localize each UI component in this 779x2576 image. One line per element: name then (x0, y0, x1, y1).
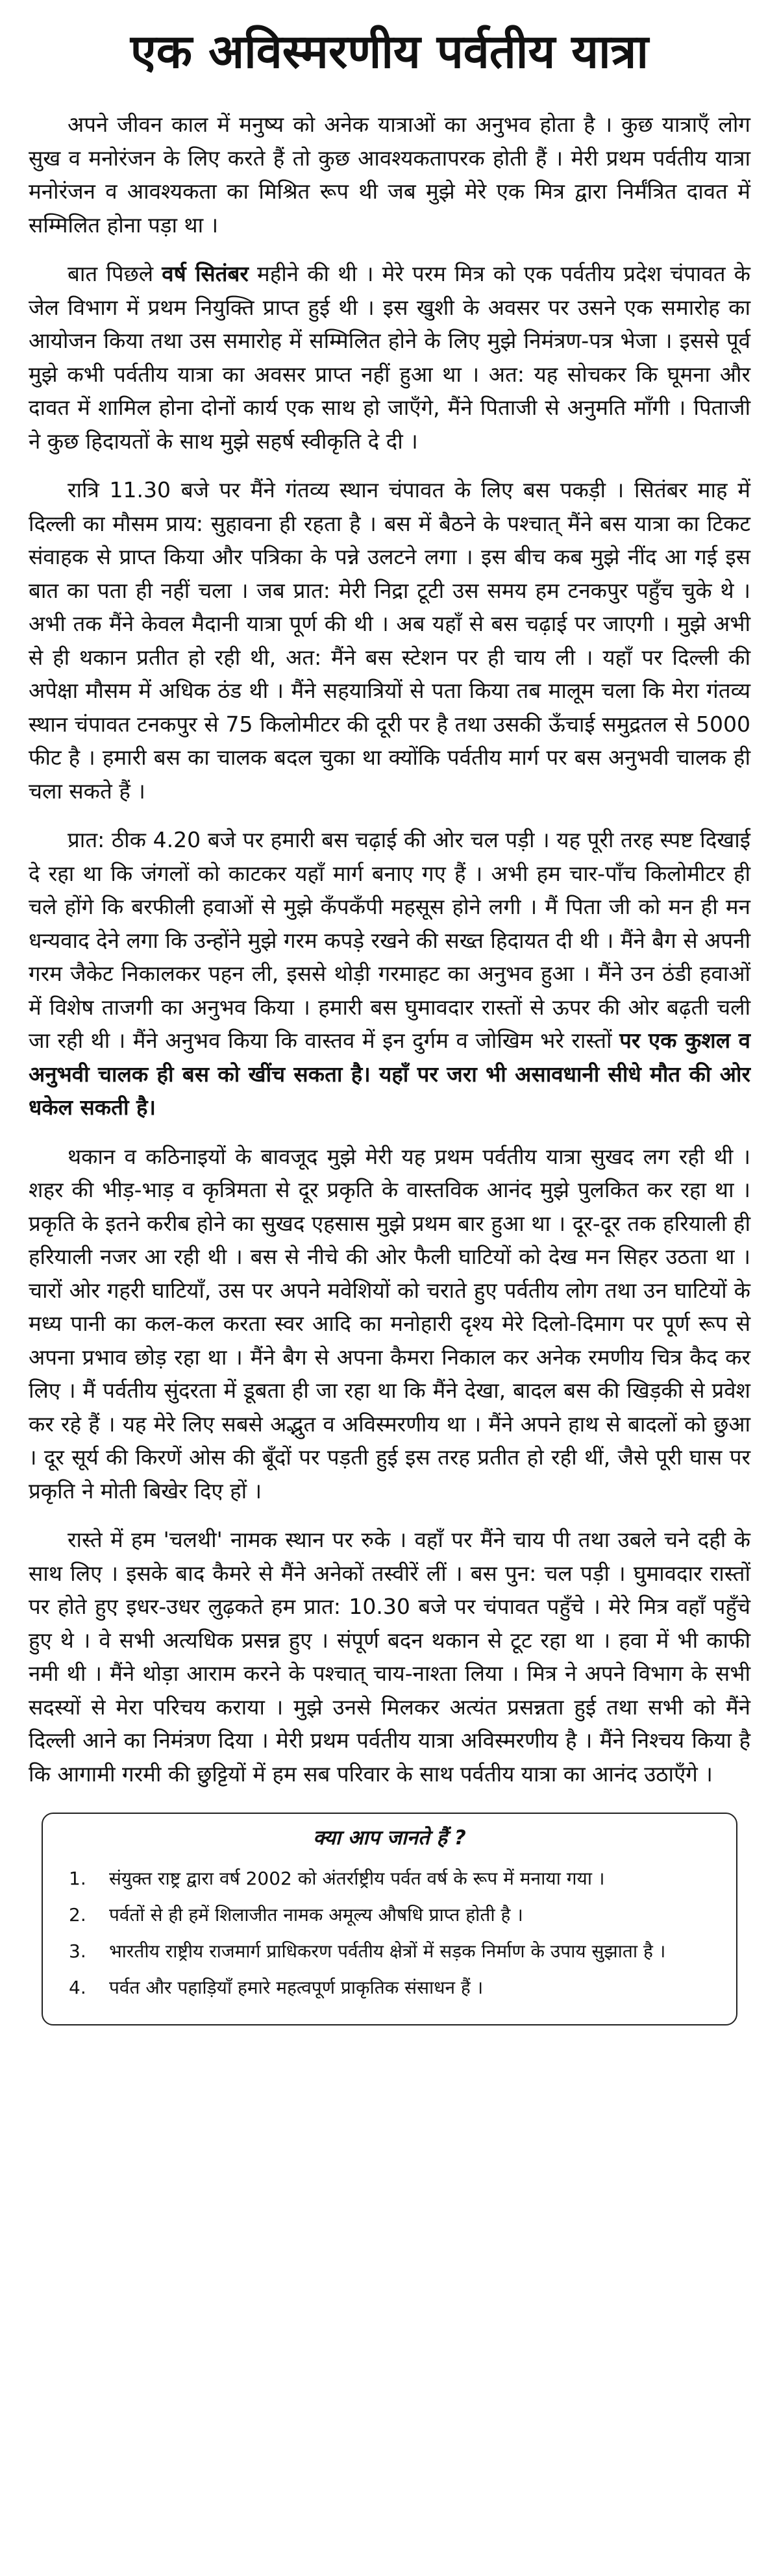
fact-text: पर्वत और पहाड़ियाँ हमारे महत्वपूर्ण प्राकृतिक संसाधन हैं । (109, 1977, 484, 1998)
paragraph-1: अपने जीवन काल में मनुष्य को अनेक यात्राओं का अनुभव होता है । कुछ यात्राएँ लोग सुख व मनोरंजन के लिए करते हैं तो कुछ आवश्यकतापरक होती हैं । मेरी प्रथम पर्वतीय यात्रा मनोरंजन व आवश्यकता का मिश्रित रूप थी जब मुझे मेरे एक मित्र द्वारा निर्मंत्रित दावत में सम्मिलित होना पड़ा था । (29, 112, 750, 238)
paragraph-4 (29, 823, 750, 1124)
fact-item-3 (69, 1937, 710, 1966)
essay-title: एक अविस्मरणीय पर्वतीय यात्रा (130, 24, 649, 79)
fact-item-2 (69, 1901, 710, 1929)
fact-text: संयुक्त राष्ट्र द्वारा वर्ष 2002 को अंतर्राष्ट्रीय पर्वत वर्ष के रूप में मनाया गया । (109, 1868, 605, 1889)
fact-text: पर्वतों से ही हमें शिलाजीत नामक अमूल्य औषधि प्राप्त होती है । (109, 1904, 523, 1926)
paragraph-2-part-1: बात पिछले (68, 261, 162, 286)
paragraph-6: रास्ते में हम 'चलथी' नामक स्थान पर रुके । वहाँ पर मैंने चाय पी तथा उबले चने दही के साथ लिए । इसके बाद कैमरे से मैंने अनेकों तस्वीरें लीं । बस पुन: चल पड़ी । घुमावदार रास्तों पर होते हुए इधर-उधर लुढ़कते हम प्रात: 10.30 बजे पर चंपावत पहुँचे । मेरे मित्र वहाँ पहुँचे हुए थे । वे सभी अत्यधिक प्रसन्न हुए । संपूर्ण बदन थकान से टूट रहा था । हवा में भी काफी नमी थी । मैंने थोड़ा आराम करने के पश्चात् चाय-नाश्ता लिया । मित्र ने अपने विभाग के सभी सदस्यों से मेरा परिचय कराया । मुझे उनसे मिलकर अत्यंत प्रसन्नता हुई तथा सभी को मैंने दिल्ली आने का निमंत्रण दिया । मेरी प्रथम पर्वतीय यात्रा अविस्मरणीय है । मैंने निश्चय किया है कि आगामी गरमी की छुट्टियों में हम सब परिवार के साथ पर्वतीय यात्रा का आनंद उठाएँगे । (29, 1527, 750, 1787)
fact-number: 4. (69, 1977, 86, 1998)
fact-item-1 (69, 1864, 710, 1893)
paragraph-2-part-2: महीने की थी । मेरे परम मित्र को एक पर्वतीय प्रदेश चंपावत के जेल विभाग में प्रथम नियुक्ति प्राप्त हुई थी । इस खुशी के अवसर पर उसने एक समारोह का आयोजन किया तथा उस समारोह में सम्मिलित होने के लिए मुझे निमंत्रण-पत्र भेजा । इससे पूर्व मुझे कभी पर्वतीय यात्रा का अवसर प्राप्त नहीं हुआ था । अत: यह सोचकर कि घूमना और दावत में शामिल होना दोनों कार्य एक साथ हो जाएँगे, मैंने पिताजी से अनुमति माँगी । पिताजी ने कुछ हिदायतों के साथ मुझे सहर्ष स्वीकृति दे दी । (29, 261, 750, 454)
did-you-know-list (69, 1864, 710, 2002)
fact-item-4 (69, 1974, 710, 2002)
did-you-know-heading: क्या आप जानते हैं ? (313, 1826, 466, 1850)
paragraph-4-part-1: प्रात: ठीक 4.20 बजे पर हमारी बस चढ़ाई की ओर चल पड़ी । यह पूरी तरह स्पष्ट दिखाई दे रहा था कि जंगलों को काटकर यहाँ मार्ग बनाए गए हैं । अभी हम चार-पाँच किलोमीटर ही चले होंगे कि बरफीली हवाओं से मुझे कँपकँपी महसूस होने लगी । मैं पिता जी को मन ही मन धन्यवाद देने लगा कि उन्होंने मुझे गरम कपड़े रखने की सख्त हिदायत दी थी । मैंने बैग से अपनी गरम जैकेट निकालकर पहन ली, इससे थोड़ी गरमाहट का अनुभव हुआ । मैंने उन ठंडी हवाओं में विशेष ताजगी का अनुभव किया । हमारी बस घुमावदार रास्तों से ऊपर की ओर बढ़ती चली जा रही थी । मैंने अनुभव किया कि वास्तव में इन दुर्गम व जोखिम भरे रास्तों (29, 827, 750, 1053)
fact-number: 2. (69, 1904, 86, 1926)
fact-text: भारतीय राष्ट्रीय राजमार्ग प्राधिकरण पर्वतीय क्षेत्रों में सड़क निर्माण के उपाय सुझाता है । (109, 1940, 666, 1962)
paragraph-3: रात्रि 11.30 बजे पर मैंने गंतव्य स्थान चंपावत के लिए बस पकड़ी । सितंबर माह में दिल्ली का मौसम प्राय: सुहावना ही रहता है । बस में बैठने के पश्चात् मैंने बस यात्रा का टिकट संवाहक से प्राप्त किया और पत्रिका के पन्ने उलटने लगा । इस बीच कब मुझे नींद आ गई इस बात का पता ही नहीं चला । जब प्रात: मेरी निद्रा टूटी उस समय हम टनकपुर पहुँच चुके थे । अभी तक मैंने केवल मैदानी यात्रा पूर्ण की थी । अब यहाँ से बस चढ़ाई पर जाएगी । मुझे अभी से ही थकान प्रतीत हो रही थी, अत: मैंने बस स्टेशन पर ही चाय ली । यहाँ पर दिल्ली की अपेक्षा मौसम में अधिक ठंड थी । मैंने सहयात्रियों से पता किया तब मालूम चला कि मेरा गंतव्य स्थान चंपावत टनकपुर से 75 किलोमीटर की दूरी पर है तथा उसकी ऊँचाई समुद्रतल से 5000 फीट है । हमारी बस का चालक बदल चुका था क्योंकि पर्वतीय मार्ग पर बस अनुभवी चालक ही चला सकते हैं । (29, 477, 750, 804)
fact-number: 1. (69, 1868, 86, 1889)
fact-number: 3. (69, 1940, 86, 1962)
paragraph-4-bold: पर एक कुशल व अनुभवी चालक ही बस को खींच सकता है। यहाँ पर जरा भी असावधानी सीधे मौत की ओर धकेल सकती है। (29, 1028, 750, 1120)
paragraph-2 (29, 257, 750, 458)
paragraph-2-bold: वर्ष सितंबर (162, 261, 249, 286)
did-you-know-box (42, 1813, 737, 2025)
paragraph-5: थकान व कठिनाइयों के बावजूद मुझे मेरी यह प्रथम पर्वतीय यात्रा सुखद लग रही थी । शहर की भीड़-भाड़ व कृत्रिमता से दूर प्रकृति के वास्तविक आनंद मुझे पुलकित कर रहा था । प्रकृति के इतने करीब होने का सुखद एहसास मुझे प्रथम बार हुआ था । दूर-दूर तक हरियाली ही हरियाली नजर आ रही थी । बस से नीचे की ओर फैली घाटियों को देख मन सिहर उठता था । चारों ओर गहरी घाटियाँ, उस पर अपने मवेशियों को चराते हुए पर्वतीय लोग तथा उन घाटियों के मध्य पानी का कल-कल करता स्वर आदि का मनोहारी दृश्य मेरे दिलो-दिमाग पर पूर्ण रूप से अपना प्रभाव छोड़ रहा था । मैंने बैग से अपना कैमरा निकाल कर अनेक रमणीय चित्र कैद कर लिए । मैं पर्वतीय सुंदरता में डूबता ही जा रहा था कि मैंने देखा, बादल बस की खिड़की से प्रवेश कर रहे हैं । यह मेरे लिए सबसे अद्भुत व अविस्मरणीय था । मैंने अपने हाथ से बादलों को छुआ । दूर सूर्य की किरणें ओस की बूँदों पर पड़ती हुई इस तरह प्रतीत हो रही थीं, जैसे पूरी घास पर प्रकृति ने मोती बिखेर दिए हों । (29, 1143, 750, 1504)
